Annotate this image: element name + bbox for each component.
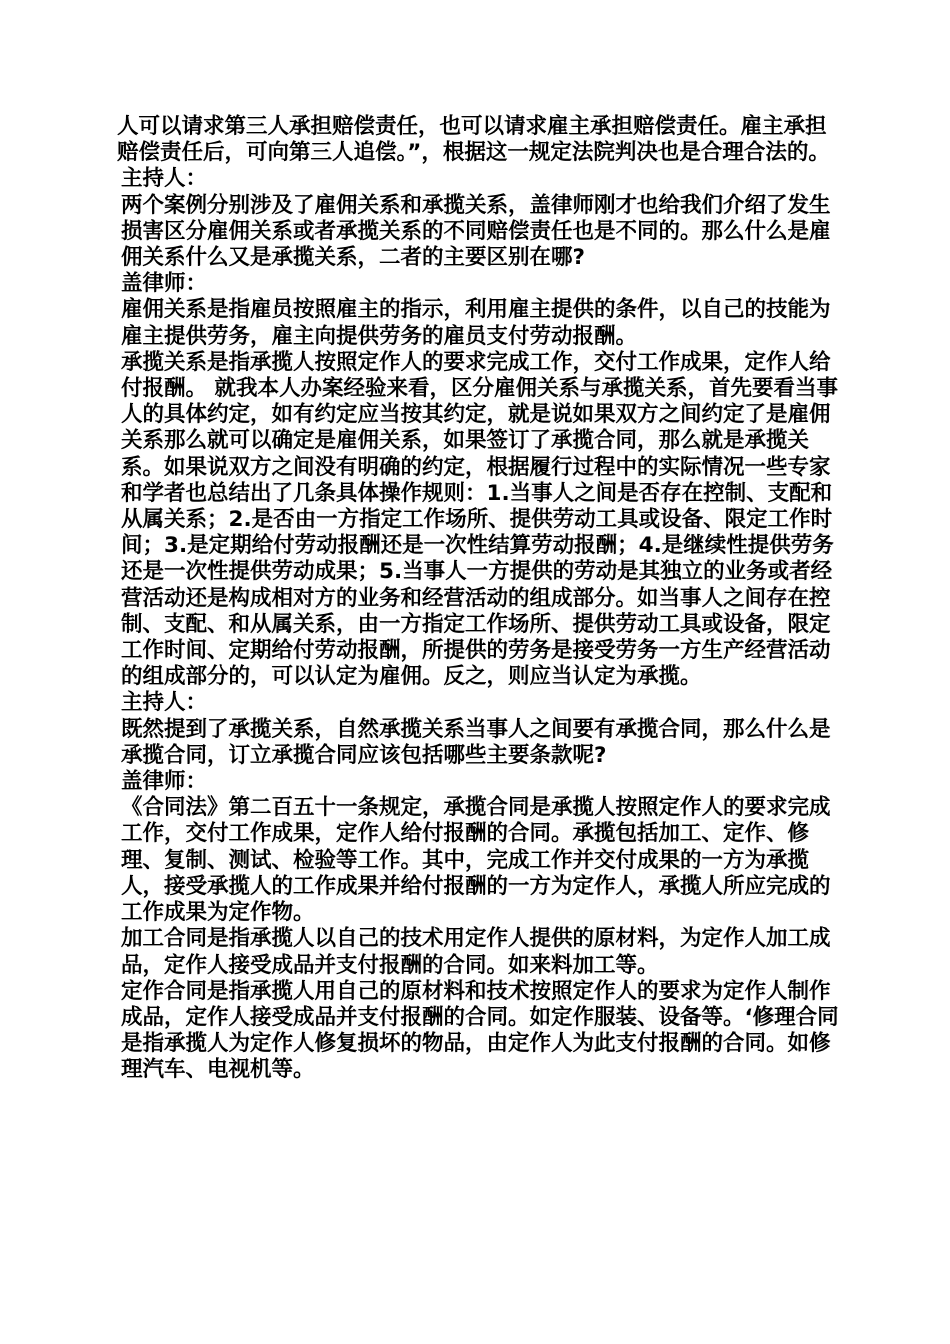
speaker-host: 主持人： xyxy=(121,166,208,192)
paragraph-continuation: 人可以请求第三人承担赔偿责任，也可以请求雇主承担赔偿责任。雇主承担赔偿责任后，可向第三人追偿。”，根据这一规定法院判决也是合理合法的。 xyxy=(117,114,830,166)
host-question-2: 既然提到了承揽关系，自然承揽关系当事人之间要有承揽合同，那么什么是承揽合同，订立承揽合同应该包括哪些主要条款呢? xyxy=(121,716,831,768)
speaker-lawyer: 盖律师： xyxy=(121,769,208,795)
custom-order-contract: 定作合同是指承揽人用自己的原材料和技术按照定作人的要求为定作人制作成品，定作人接受成品并支付报酬的合同。如定作服装、设备等。‘修理合同是指承揽人为定作人修复损坏的物品，由定作人为此支付报酬的合同。如修理汽车、电视机等。 xyxy=(121,978,839,1083)
definition-employment: 雇佣关系是指雇员按照雇主的指示，利用雇主提供的条件，以自己的技能为雇主提供劳务，雇主向提供劳务的雇员支付劳动报酬。 xyxy=(121,297,831,349)
document-page xyxy=(117,114,845,1084)
processing-contract: 加工合同是指承揽人以自己的技术用定作人提供的原材料，为定作人加工成品，定作人接受成品并支付报酬的合同。如来料加工等。 xyxy=(121,926,831,978)
contract-law-article: 《合同法》第二百五十一条规定，承揽合同是承揽人按照定作人的要求完成工作，交付工作成果，定作人给付报酬的合同。承揽包括加工、定作、修理、复制、测试、检验等工作。其中，完成工作并交付成果的一方为承揽人，接受承揽人的工作成果并给付报酬的一方为定作人，承揽人所应完成的工作成果为定作物。 xyxy=(121,795,831,926)
speaker-host: 主持人： xyxy=(121,690,208,716)
speaker-lawyer: 盖律师： xyxy=(121,271,208,297)
definition-contracting: 承揽关系是指承揽人按照定作人的要求完成工作，交付工作成果，定作人给付报酬。 就我本人办案经验来看，区分雇佣关系与承揽关系，首先要看当事人的具体约定，如有约定应当按其约定，就是说如果双方之间约定了是雇佣关系那么就可以确定是雇佣关系，如果签订了承揽合同，那么就是承揽关系。如果说双方之间没有明确的约定，根据履行过程中的实际情况一些专家和学者也总结出了几条具体操作规则：1.当事人之间是否存在控制、支配和从属关系；2.是否由一方指定工作场所、提供劳动工具或设备、限定工作时间；3.是定期给付劳动报酬还是一次性结算劳动报酬；4.是继续性提供劳务还是一次性提供劳动成果；5.当事人一方提供的劳动是其独立的业务或者经营活动还是构成相对方的业务和经营活动的组成部分。如当事人之间存在控制、支配、和从属关系，由一方指定工作场所、提供劳动工具或设备，限定工作时间、定期给付劳动报酬，所提供的劳务是接受劳务一方生产经营活动的组成部分的，可以认定为雇佣。反之，则应当认定为承揽。 xyxy=(121,349,838,690)
host-question-1: 两个案例分别涉及了雇佣关系和承揽关系，盖律师刚才也给我们介绍了发生损害区分雇佣关系或者承揽关系的不同赔偿责任也是不同的。那么什么是雇佣关系什么又是承揽关系，二者的主要区别在哪? xyxy=(121,192,831,271)
